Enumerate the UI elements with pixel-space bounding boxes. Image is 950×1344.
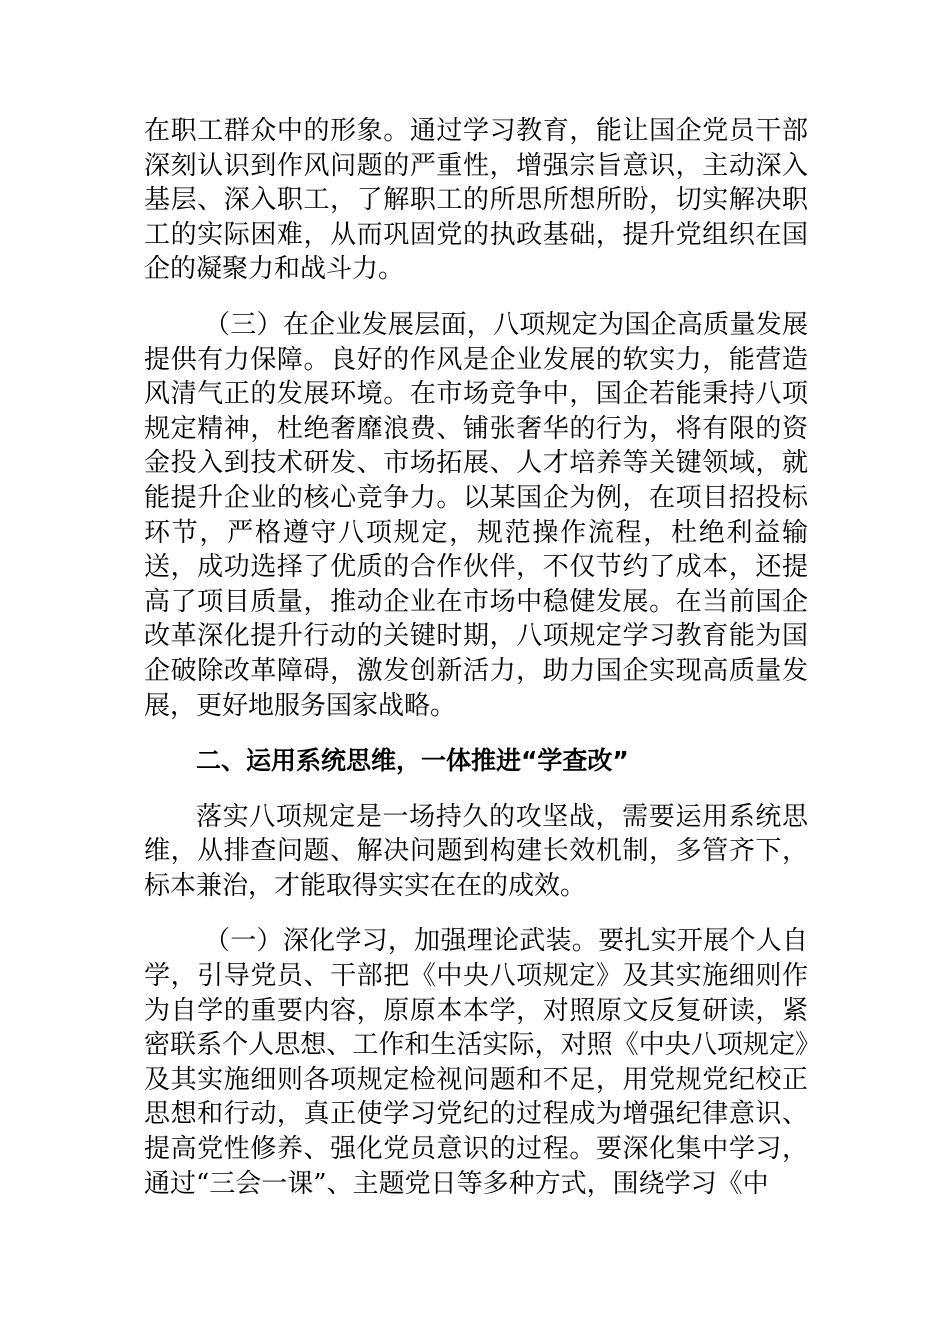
paragraph-image-of-party-members: 在职工群众中的形象。通过学习教育，能让国企党员干部深刻认识到作风问题的严重性，增强宗旨意识，主动深入基层、深入职工，了解职工的所思所想所盼，切实解决职工的实际困难，从而巩固党的执政基础，提升党组织在国企的凝聚力和战斗力。	[144, 116, 808, 285]
paragraph-enterprise-development: （三）在企业发展层面，八项规定为国企高质量发展提供有力保障。良好的作风是企业发展的软实力，能营造风清气正的发展环境。在市场竞争中，国企若能秉持八项规定精神，杜绝奢靡浪费、铺张奢华的行为，将有限的资金投入到技术研发、市场拓展、人才培养等关键领域，就能提升企业的核心竞争力。以某国企为例，在项目招投标环节，严格遵守八项规定，规范操作流程，杜绝利益输送，成功选择了优质的合作伙伴，不仅节约了成本，还提高了项目质量，推动企业在市场中稳健发展。在当前国企改革深化提升行动的关键时期，八项规定学习教育能为国企破除改革障碍，激发创新活力，助力国企实现高质量发展，更好地服务国家战略。	[144, 309, 808, 721]
section-heading-systems-thinking: 二、运用系统思维，一体推进“学查改”	[196, 746, 629, 776]
paragraph-system-thinking-intro: 落实八项规定是一场持久的攻坚战，需要运用系统思维，从排查问题、解决问题到构建长效机制，多管齐下，标本兼治，才能取得实实在在的成效。	[144, 801, 808, 901]
paragraph-deepen-learning: （一）深化学习，加强理论武装。要扎实开展个人自学，引导党员、干部把《中央八项规定》及其实施细则作为自学的重要内容，原原本本学，对照原文反复研读，紧密联系个人思想、工作和生活实际，对照《中央八项规定》及其实施细则各项规定检视问题和不足，用党规党纪校正思想和行动，真正使学习党纪的过程成为增强纪律意识、提高党性修养、强化党员意识的过程。要深化集中学习，通过“三会一课”、主题党日等多种方式，围绕学习《中	[144, 926, 808, 1199]
document-body	[144, 114, 808, 1222]
